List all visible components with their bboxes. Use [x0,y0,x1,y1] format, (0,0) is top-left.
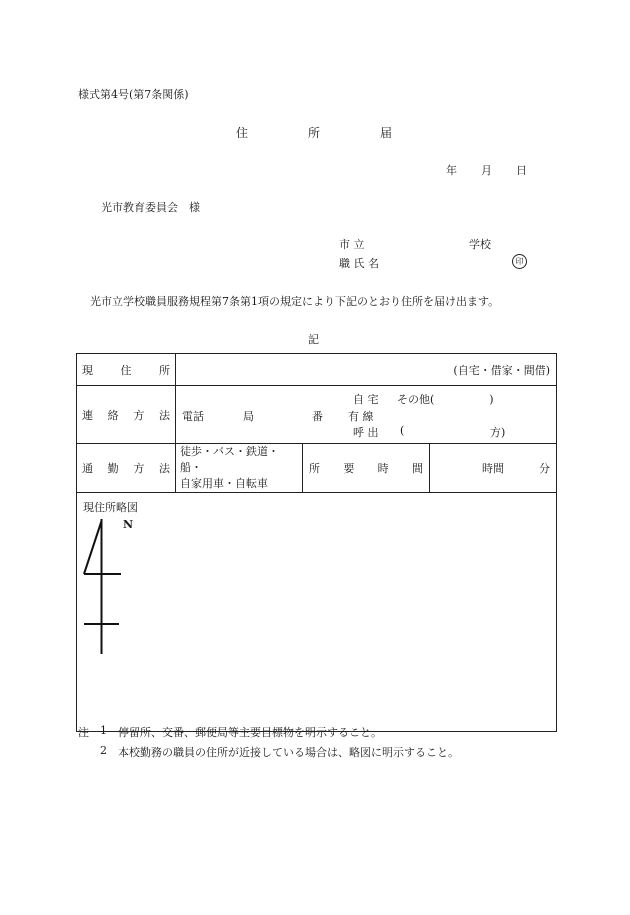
form-number: 様式第4号(第7条関係) [78,88,189,101]
day-label: 日 [516,164,527,177]
label-travel-time: 所 要 時 間 [303,444,430,493]
row-commute-method [77,444,557,493]
residence-type-note: (自宅・借家・間借) [453,363,550,377]
note-2-num: 2 [100,744,107,757]
current-address-field [176,354,557,386]
ki-label: 記 [308,333,319,346]
address-form-table [76,353,557,732]
paren-open: ( [400,424,405,437]
label-contact-method: 連 絡 方 法 [77,386,176,444]
contact-method-field [176,386,557,444]
note-1-num: 1 [100,724,107,737]
map-label: 現住所略図 [83,501,138,514]
notes-head: 注 [78,726,89,739]
staff-name-label: 職 氏 名 [339,257,379,270]
seal-mark: 印 [512,254,527,269]
row-current-address [77,354,557,386]
yobidashi-label: 呼 出 [353,426,379,439]
yusen-label: 有 線 [348,410,374,423]
row-contact-method [77,386,557,444]
kyoku-label: 局 [243,410,254,423]
label-commute-method: 通 勤 方 法 [77,444,176,493]
school-suffix: 学校 [469,238,491,251]
row-address-map [77,493,557,732]
phone-label: 電話 [182,410,204,423]
note-2-text: 本校勤務の職員の住所が近接している場合は、略図に明示すること。 [118,746,459,759]
kata-label: 方) [490,426,506,439]
note-1-text: 停留所、交番、郵便局等主要目標物を明示すること。 [118,726,382,739]
ban-label: 番 [312,410,323,423]
month-label: 月 [481,164,492,177]
year-label: 年 [446,164,457,177]
north-arrow-icon [83,519,123,661]
address-map-area [77,493,557,732]
commute-modes: 徒歩・バス・鉄道・船・ 自家用車・自転車 [176,444,303,493]
label-current-address: 現 住 所 [77,354,176,386]
north-label: N [123,518,134,531]
travel-time-field: 時間 分 [430,444,557,493]
sonota-label: その他( ) [397,393,494,406]
statement: 光市立学校職員服務規程第7条第1項の規定により下記のとおり住所を届け出ます。 [90,295,500,308]
jitaku-label: 自 宅 [353,393,379,406]
addressee: 光市教育委員会 様 [101,201,200,214]
school-prefix: 市 立 [339,238,365,251]
